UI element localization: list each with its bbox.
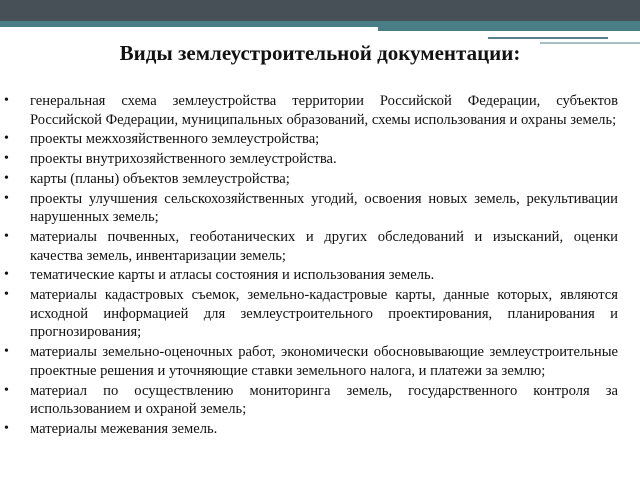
list-item <box>4 286 618 342</box>
list-item <box>4 343 618 380</box>
bullet-icon: • <box>4 287 9 303</box>
bullet-icon: • <box>4 170 9 186</box>
list-item <box>4 170 618 189</box>
list-item <box>4 382 618 419</box>
list-item-text: материал по осуществлению мониторинга земель, государственного контроля за использованием и охраной земель; <box>30 382 618 418</box>
list-item-text: проекты внутрихозяйственного землеустройства. <box>30 151 337 168</box>
bullet-icon: • <box>4 344 9 360</box>
slide-title: Виды землеустроительной документации: <box>119 41 521 65</box>
document-types-list <box>4 92 618 440</box>
bullet-icon: • <box>4 131 9 147</box>
bullet-icon: • <box>4 93 9 108</box>
bullet-icon: • <box>4 190 9 206</box>
list-item <box>4 190 618 227</box>
bullet-icon: • <box>4 228 9 244</box>
list-item <box>4 150 618 169</box>
list-item-text: материалы кадастровых съемок, земельно-кадастровые карты, данные которых, являются исходной информацией для землеустроительного проектирования, планирования и прогнозирования; <box>30 287 618 341</box>
title-tab <box>0 27 378 41</box>
list-item-text: проекты улучшения сельскохозяйственных угодий, освоения новых земель, рекультивации нарушенных земель; <box>30 190 618 226</box>
list-item <box>4 92 618 129</box>
bullet-icon: • <box>4 267 9 283</box>
list-item <box>4 266 618 285</box>
list-item-text: проекты межхозяйственного землеустройства; <box>30 131 320 148</box>
decorative-line <box>488 37 608 39</box>
list-item <box>4 228 618 265</box>
list-item-text: материалы почвенных, геоботанических и других обследований и изысканий, оценки качества земель, инвентаризации земель; <box>30 228 618 264</box>
list-item-text: генеральная схема землеустройства территории Российской Федерации, субъектов Российской Федерации, муниципальных образований, схемы использования и охраны земель; <box>30 93 618 128</box>
list-item-text: карты (планы) объектов землеустройства; <box>30 170 290 187</box>
list-item <box>4 130 618 149</box>
bullet-icon: • <box>4 420 9 436</box>
list-item <box>4 420 618 439</box>
list-item-text: материалы межевания земель. <box>30 420 218 437</box>
list-item-text: тематические карты и атласы состояния и использования земель. <box>30 267 435 284</box>
bullet-icon: • <box>4 151 9 167</box>
bullet-icon: • <box>4 382 9 398</box>
list-item-text: материалы земельно-оценочных работ, экономически обосновывающие землеустроительные проектные решения и уточняющие ставки земельного налога, и платежи за землю; <box>30 344 618 379</box>
